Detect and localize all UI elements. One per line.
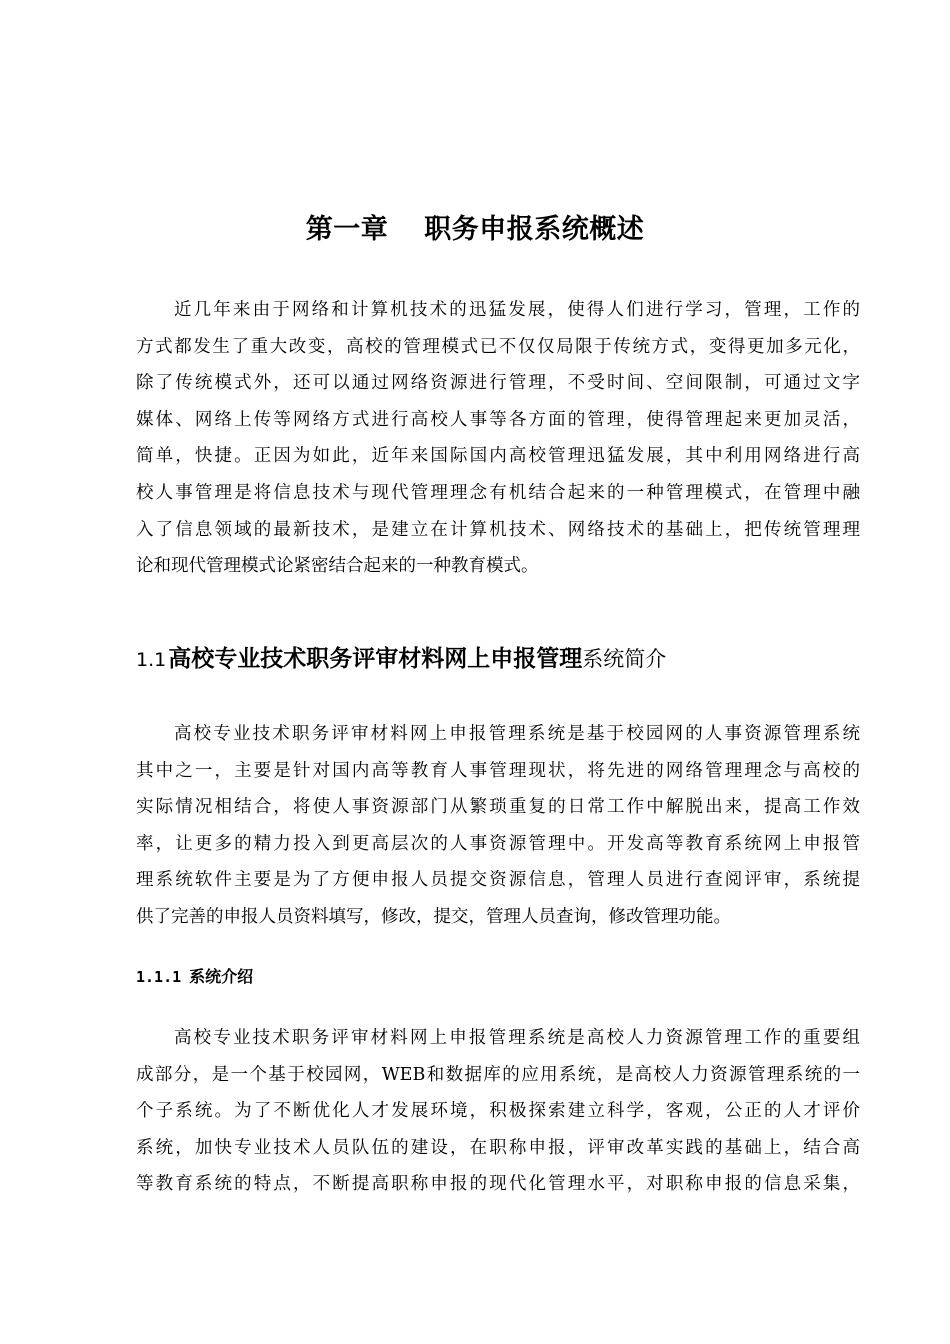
subsection-paragraph xyxy=(136,1020,860,1203)
paragraph-line: 论和现代管理模式论紧密结合起来的一种教育模式。 xyxy=(136,556,539,577)
paragraph-line: 成部分，是一个基于校园网，WEB和数据库的应用系统，是高校人力资源管理系统的一 xyxy=(136,1064,860,1085)
paragraph-line: 媒体、网络上传等网络方式进行高校人事等各方面的管理，使得管理起来更加灵活， xyxy=(136,409,860,430)
paragraph-line: 入了信息领域的最新技术，是建立在计算机技术、网络技术的基础上，把传统管理理 xyxy=(136,519,860,540)
chapter-title-text: 职务申报系统概述 xyxy=(424,214,645,245)
paragraph-line: 理系统软件主要是为了方便申报人员提交资源信息，管理人员进行查阅评审，系统提 xyxy=(136,870,860,891)
paragraph-line: 方式都发生了重大改变，高校的管理模式已不仅仅局限于传统方式，变得更加多元化， xyxy=(136,336,860,357)
intro-paragraph xyxy=(136,292,860,585)
subsection-title: 系统介绍 xyxy=(189,967,254,986)
paragraph-line: 个子系统。为了不断优化人才发展环境，积极探索建立科学，客观，公正的人才评价 xyxy=(136,1101,860,1122)
paragraph-line: 除了传统模式外，还可以通过网络资源进行管理，不受时间、空间限制，可通过文字 xyxy=(136,373,860,394)
paragraph-line: 等教育系统的特点，不断提高职称申报的现代化管理水平，对职称申报的信息采集， xyxy=(136,1174,860,1195)
paragraph-line: 率，让更多的精力投入到更高层次的人事资源管理中。开发高等教育系统网上申报管 xyxy=(136,833,860,854)
section-title-bold: 高校专业技术职务评审材料网上申报管理 xyxy=(168,646,583,672)
paragraph-line: 实际情况相结合，将使人事资源部门从繁琐重复的日常工作中解脱出来，提高工作效 xyxy=(136,797,860,818)
subsection-heading-1-1-1 xyxy=(136,962,253,992)
chapter-title xyxy=(0,208,950,252)
paragraph-line: 校人事管理是将信息技术与现代管理理念有机结合起来的一种管理模式，在管理中融 xyxy=(136,482,860,503)
section-number: 1.1 xyxy=(136,649,167,671)
paragraph-line: 近几年来由于网络和计算机技术的迅猛发展，使得人们进行学习，管理，工作的 xyxy=(174,300,860,320)
paragraph-line: 供了完善的申报人员资料填写，修改，提交，管理人员查询，修改管理功能。 xyxy=(136,906,731,927)
paragraph-line: 高校专业技术职务评审材料网上申报管理系统是高校人力资源管理工作的重要组 xyxy=(174,1028,860,1048)
paragraph-line: 系统，加快专业技术人员队伍的建设，在职称申报，评审改革实践的基础上，结合高 xyxy=(136,1137,860,1158)
paragraph-line: 简单，快捷。正因为如此，近年来国际国内高校管理迅猛发展，其中利用网络进行高 xyxy=(136,446,860,467)
section-paragraph xyxy=(136,716,860,936)
paragraph-line: 其中之一，主要是针对国内高等教育人事管理现状，将先进的网络管理理念与高校的 xyxy=(136,760,860,781)
section-heading-1-1 xyxy=(136,636,666,680)
section-title-normal: 系统简介 xyxy=(582,647,667,671)
paragraph-line: 高校专业技术职务评审材料网上申报管理系统是基于校园网的人事资源管理系统 xyxy=(174,724,860,744)
chapter-number: 第一章 xyxy=(305,214,389,245)
subsection-number: 1.1.1 xyxy=(136,968,182,986)
